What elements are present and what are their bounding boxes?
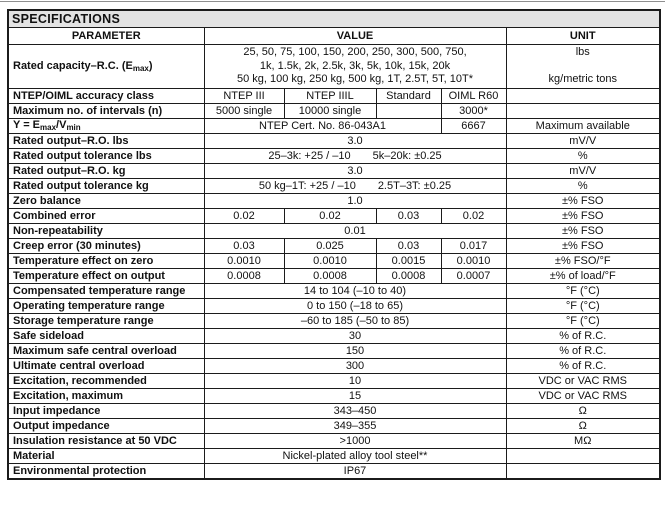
specifications-table <box>7 9 661 480</box>
unit-cell: mV/V <box>506 164 660 179</box>
table-row-safe-sideload <box>8 329 660 344</box>
table-row-output-impedance <box>8 419 660 434</box>
param-subscript: max <box>132 63 149 73</box>
table-row-accuracy-class <box>8 89 660 104</box>
unit-cell: MΩ <box>506 434 660 449</box>
param-subscript: max <box>40 123 57 133</box>
value-cell: 14 to 104 (–10 to 40) <box>204 284 506 299</box>
value-cell-standard: Standard <box>376 89 441 104</box>
column-header-row <box>8 28 660 45</box>
value-cell: IP67 <box>204 464 506 480</box>
capacity-values <box>205 46 506 87</box>
unit-cell: Maximum available <box>506 119 660 134</box>
param-cell: NTEP/OIML accuracy class <box>8 89 204 104</box>
unit-cell: % <box>506 149 660 164</box>
unit-cell: % of R.C. <box>506 344 660 359</box>
unit-lbs: lbs <box>575 46 590 58</box>
table-row-rated-output-kg <box>8 164 660 179</box>
value-cell-oiml: 0.0007 <box>441 269 506 284</box>
value-cell <box>204 45 506 89</box>
param-cell: Temperature effect on output <box>8 269 204 284</box>
value-cell-standard: 0.0015 <box>376 254 441 269</box>
tolerance-segments <box>205 180 506 193</box>
page-top-rule <box>0 1 665 2</box>
tolerance-low-range: 25–3k: +25 / –10 <box>268 149 351 162</box>
value-cell-ntep3: 0.02 <box>204 209 284 224</box>
table-row-compensated-temp-range <box>8 284 660 299</box>
value-cell-ntep-cert: NTEP Cert. No. 86-043A1 <box>204 119 441 134</box>
tolerance-low-range: 50 kg–1T: +25 / –10 <box>258 179 356 192</box>
table-row-intervals <box>8 104 660 119</box>
value-cell <box>204 149 506 164</box>
value-cell: 0.01 <box>204 224 506 239</box>
param-text: Y = E <box>13 119 41 132</box>
param-text: ) <box>148 59 153 72</box>
unit-cell: ±% FSO <box>506 224 660 239</box>
value-cell-standard: 0.03 <box>376 209 441 224</box>
unit-cell: °F (°C) <box>506 284 660 299</box>
unit-cell: Ω <box>506 419 660 434</box>
value-cell: 0 to 150 (–18 to 65) <box>204 299 506 314</box>
table-row-input-impedance <box>8 404 660 419</box>
capacity-line-kg: 50 kg, 100 kg, 250 kg, 500 kg, 1T, 2.5T, 5T, 10T* <box>236 73 474 86</box>
table-row-storage-temp-range <box>8 314 660 329</box>
param-cell: Rated output tolerance lbs <box>8 149 204 164</box>
param-text: /V <box>56 119 67 132</box>
value-cell: 349–355 <box>204 419 506 434</box>
value-cell: 343–450 <box>204 404 506 419</box>
param-cell: Output impedance <box>8 419 204 434</box>
param-cell: Storage temperature range <box>8 314 204 329</box>
col-header-value: VALUE <box>204 28 506 45</box>
value-cell-ntep3: 0.0010 <box>204 254 284 269</box>
table-row-non-repeatability <box>8 224 660 239</box>
table-row-creep-error <box>8 239 660 254</box>
unit-cell: ±% FSO <box>506 194 660 209</box>
value-cell-ntep3l: 0.0010 <box>284 254 376 269</box>
value-cell <box>204 179 506 194</box>
value-cell-ntep3l: 0.0008 <box>284 269 376 284</box>
table-row-environmental-protection <box>8 464 660 480</box>
unit-cell: mV/V <box>506 134 660 149</box>
table-row-material <box>8 449 660 464</box>
table-row-temp-effect-output <box>8 269 660 284</box>
value-cell-oiml: 6667 <box>441 119 506 134</box>
tolerance-segments <box>205 150 506 163</box>
value-cell-oiml: 0.0010 <box>441 254 506 269</box>
unit-cell: ±% FSO <box>506 209 660 224</box>
param-cell: Ultimate central overload <box>8 359 204 374</box>
title-row <box>8 10 660 28</box>
value-cell-ntep3l: NTEP IIIL <box>284 89 376 104</box>
value-cell: Nickel-plated alloy tool steel** <box>204 449 506 464</box>
param-cell: Creep error (30 minutes) <box>8 239 204 254</box>
unit-cell: VDC or VAC RMS <box>506 389 660 404</box>
param-cell: Safe sideload <box>8 329 204 344</box>
table-row-ultimate-overload <box>8 359 660 374</box>
param-cell: Rated output–R.O. lbs <box>8 134 204 149</box>
param-cell: Maximum safe central overload <box>8 344 204 359</box>
param-cell: Insulation resistance at 50 VDC <box>8 434 204 449</box>
unit-kg: kg/metric tons <box>548 73 617 86</box>
tolerance-high-range: 2.5T–3T: ±0.25 <box>377 179 452 192</box>
value-cell-ntep3l: 0.02 <box>284 209 376 224</box>
param-cell: Temperature effect on zero <box>8 254 204 269</box>
param-cell: Combined error <box>8 209 204 224</box>
param-cell <box>8 45 204 89</box>
value-cell: 150 <box>204 344 506 359</box>
unit-cell: % <box>506 179 660 194</box>
value-cell-ntep3: 5000 single <box>204 104 284 119</box>
param-cell: Non-repeatability <box>8 224 204 239</box>
param-cell: Excitation, recommended <box>8 374 204 389</box>
value-cell: 15 <box>204 389 506 404</box>
param-cell: Zero balance <box>8 194 204 209</box>
table-row-combined-error <box>8 209 660 224</box>
capacity-units <box>507 45 660 88</box>
table-row-insulation-resistance <box>8 434 660 449</box>
value-cell-standard <box>376 104 441 119</box>
col-header-parameter: PARAMETER <box>8 28 204 45</box>
value-cell-standard: 0.0008 <box>376 269 441 284</box>
table-row-excitation-recommended <box>8 374 660 389</box>
table-row-rated-output-lbs <box>8 134 660 149</box>
value-cell-oiml: 0.02 <box>441 209 506 224</box>
value-cell-oiml: OIML R60 <box>441 89 506 104</box>
table-row-y-ratio <box>8 119 660 134</box>
unit-cell: °F (°C) <box>506 299 660 314</box>
unit-cell <box>506 89 660 104</box>
table-row-zero-balance <box>8 194 660 209</box>
capacity-line-klbs: 1k, 1.5k, 2k, 2.5k, 3k, 5k, 10k, 15k, 20k <box>259 59 451 72</box>
param-cell: Operating temperature range <box>8 299 204 314</box>
unit-cell <box>506 45 660 89</box>
table-row-max-safe-overload <box>8 344 660 359</box>
param-cell: Excitation, maximum <box>8 389 204 404</box>
value-cell: 300 <box>204 359 506 374</box>
value-cell-standard: 0.03 <box>376 239 441 254</box>
value-cell-ntep3: 0.0008 <box>204 269 284 284</box>
col-header-unit: UNIT <box>506 28 660 45</box>
table-row-output-tolerance-kg <box>8 179 660 194</box>
param-cell: Maximum no. of intervals (n) <box>8 104 204 119</box>
value-cell-ntep3l: 10000 single <box>284 104 376 119</box>
param-cell: Rated output tolerance kg <box>8 179 204 194</box>
table-row-temp-effect-zero <box>8 254 660 269</box>
table-row-output-tolerance-lbs <box>8 149 660 164</box>
param-cell: Input impedance <box>8 404 204 419</box>
unit-cell: ±% of load/°F <box>506 269 660 284</box>
value-cell: 1.0 <box>204 194 506 209</box>
unit-cell: ±% FSO/°F <box>506 254 660 269</box>
unit-cell: ±% FSO <box>506 239 660 254</box>
value-cell-ntep3: 0.03 <box>204 239 284 254</box>
param-text: Rated capacity–R.C. (E <box>13 59 133 72</box>
unit-cell: VDC or VAC RMS <box>506 374 660 389</box>
table-row-rated-capacity <box>8 45 660 89</box>
value-cell-oiml: 3000* <box>441 104 506 119</box>
value-cell: 30 <box>204 329 506 344</box>
unit-cell <box>506 104 660 119</box>
unit-cell <box>506 449 660 464</box>
unit-cell <box>506 464 660 480</box>
param-subscript: min <box>66 123 81 133</box>
param-cell: Environmental protection <box>8 464 204 480</box>
value-cell: 10 <box>204 374 506 389</box>
tolerance-high-range: 5k–20k: ±0.25 <box>372 149 442 162</box>
value-cell: –60 to 185 (–50 to 85) <box>204 314 506 329</box>
table-row-operating-temp-range <box>8 299 660 314</box>
capacity-line-lbs: 25, 50, 75, 100, 150, 200, 250, 300, 500, 750, <box>243 46 467 59</box>
param-cell <box>8 119 204 134</box>
unit-cell: °F (°C) <box>506 314 660 329</box>
unit-cell: % of R.C. <box>506 329 660 344</box>
unit-cell: % of R.C. <box>506 359 660 374</box>
value-cell-ntep3l: 0.025 <box>284 239 376 254</box>
value-cell: >1000 <box>204 434 506 449</box>
param-cell: Rated output–R.O. kg <box>8 164 204 179</box>
value-cell: 3.0 <box>204 164 506 179</box>
table-title: SPECIFICATIONS <box>8 10 660 28</box>
param-cell: Material <box>8 449 204 464</box>
unit-cell: Ω <box>506 404 660 419</box>
table-row-excitation-maximum <box>8 389 660 404</box>
param-cell: Compensated temperature range <box>8 284 204 299</box>
value-cell-oiml: 0.017 <box>441 239 506 254</box>
value-cell-ntep3: NTEP III <box>204 89 284 104</box>
value-cell: 3.0 <box>204 134 506 149</box>
